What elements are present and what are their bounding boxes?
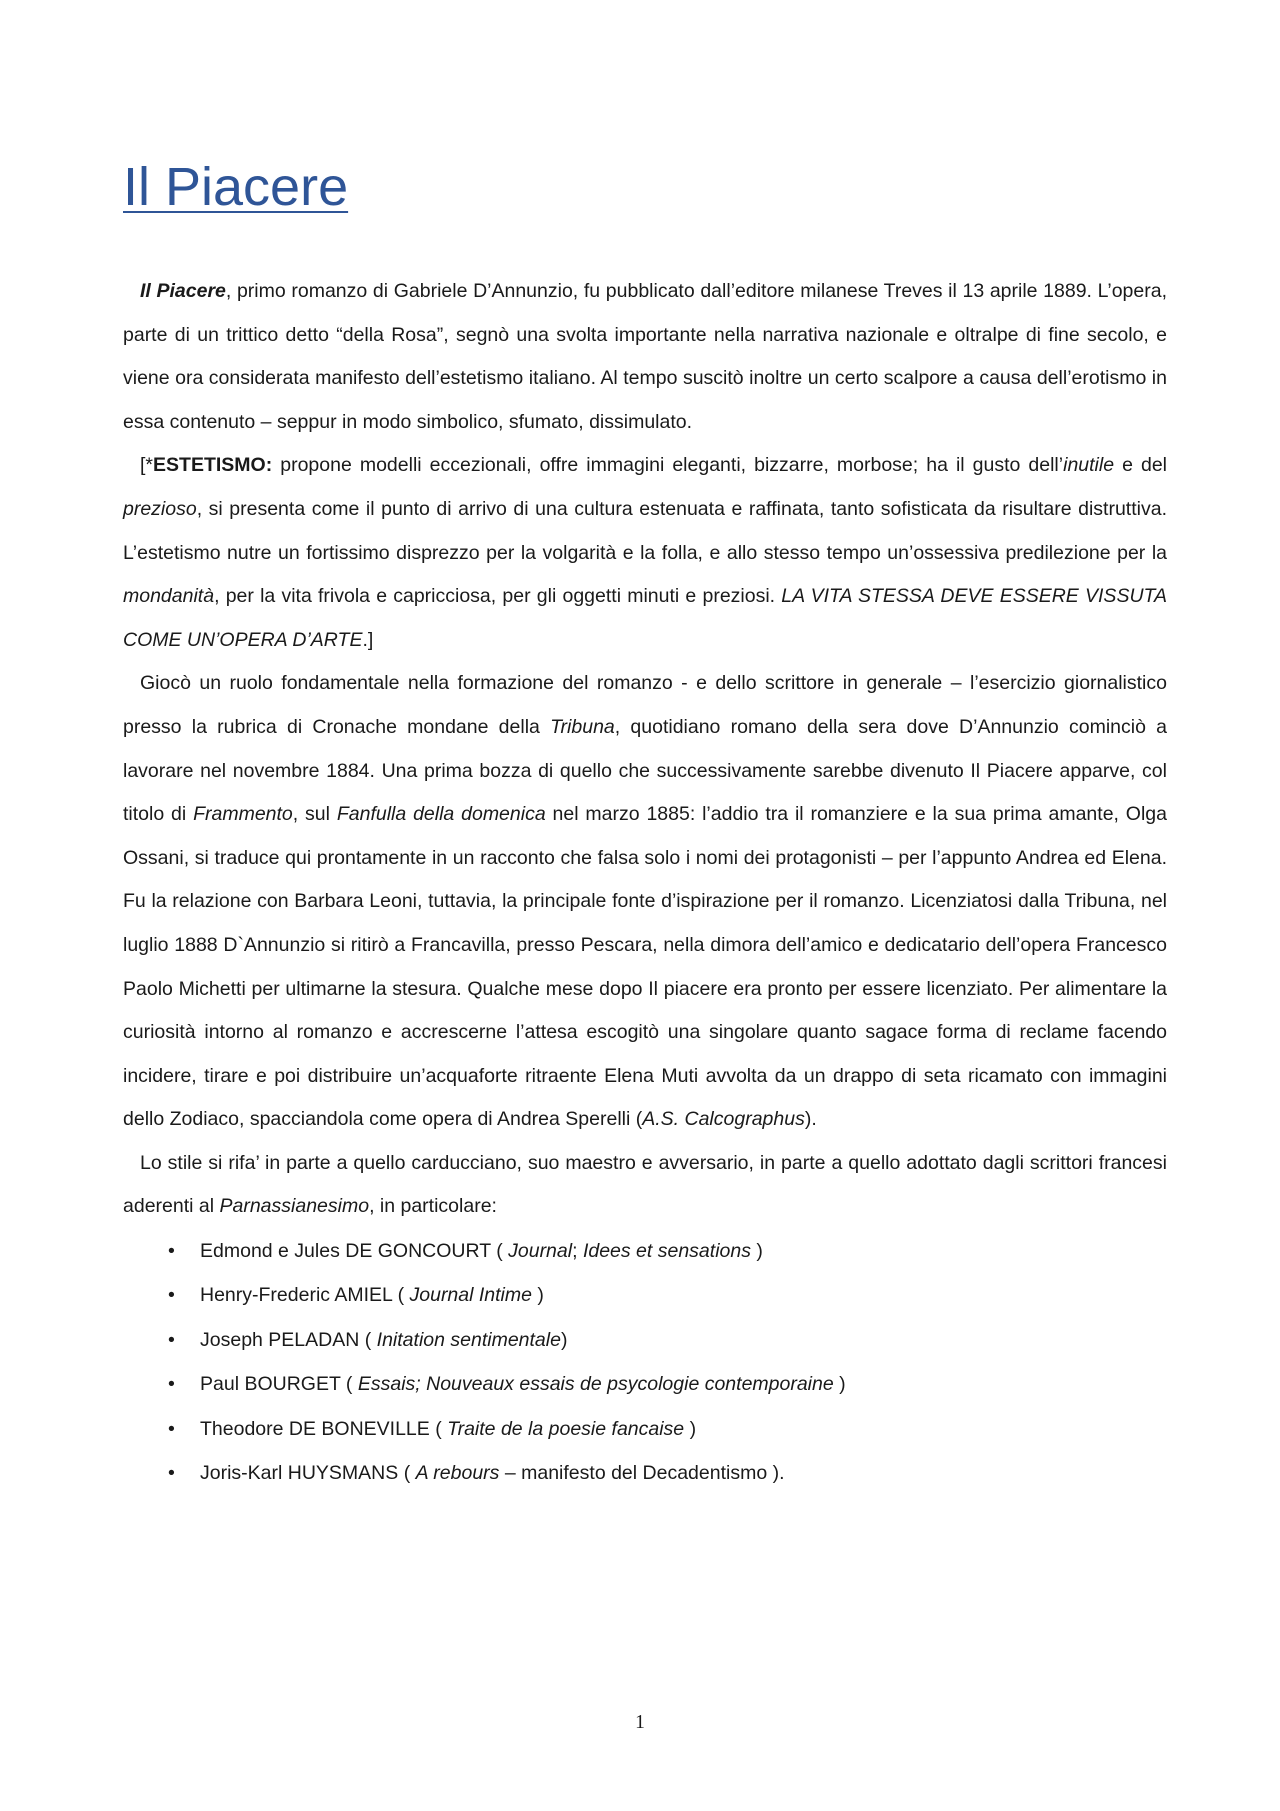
bullet-icon: • bbox=[168, 1462, 175, 1485]
bullet-icon: • bbox=[168, 1328, 175, 1351]
list-item: • Joseph PELADAN ( Initation sentimentale) bbox=[123, 1318, 1167, 1362]
bullet-icon: • bbox=[168, 1417, 175, 1440]
paragraph-style: Lo stile si rifa’ in parte a quello carducciano, suo maestro e avversario, in parte a quello adottato dagli scrittori francesi aderenti al Parnassianesimo, in particolare: bbox=[123, 1151, 1167, 1218]
bullet-icon: • bbox=[168, 1240, 175, 1263]
list-item: • Theodore DE BONEVILLE ( Traite de la poesie fancaise ) bbox=[123, 1407, 1167, 1451]
paragraph-history: Giocò un ruolo fondamentale nella formazione del romanzo - e dello scrittore in generale – l’esercizio giornalistico presso la rubrica di Cronache mondane della Tribuna, quotidiano romano della sera dove D’Annunzio cominciò a lavorare nel novembre 1884. Una prima bozza di quello che successivamente sarebbe divenuto Il Piacere apparve, col titolo di Frammento, sul Fanfulla della domenica nel marzo 1885: l’addio tra il romanziere e la sua prima amante, Olga Ossani, si traduce qui prontamente in un racconto che falsa solo i nomi dei protagonisti – per l’appunto Andrea ed Elena. Fu la relazione con Barbara Leoni, tuttavia, la principale fonte d’ispirazione per il romanzo. Licenziatosi dalla Tribuna, nel luglio 1888 D`Annunzio si ritirò a Francavilla, presso Pescara, nella dimora dell’amico e dedicatario dell’opera Francesco Paolo Michetti per ultimarne la stesura. Qualche mese dopo Il piacere era pronto per essere licenziato. Per alimentare la curiosità intorno al romanzo e accrescerne l’attesa escogitò una singolare quanto sagace forma di reclame facendo incidere, tirare e poi distribuire un’acquaforte ritraente Elena Muti avvolta da un drappo di seta ricamato con immagini dello Zodiaco, spacciandola come opera di Andrea Sperelli (A.S. Calcographus). bbox=[123, 672, 1167, 1131]
influences-list bbox=[123, 1229, 1167, 1495]
page-title: Il Piacere bbox=[123, 157, 349, 217]
list-item: • Henry-Frederic AMIEL ( Journal Intime ) bbox=[123, 1273, 1167, 1317]
bullet-icon: • bbox=[168, 1373, 175, 1396]
paragraph-intro: Il Piacere, primo romanzo di Gabriele D’Annunzio, fu pubblicato dall’editore milanese Treves il 13 aprile 1889. L’opera, parte di un trittico detto “della Rosa”, segnò una svolta importante nella narrativa nazionale e oltralpe di fine secolo, e viene ora considerata manifesto dell’estetismo italiano. Al tempo suscitò inoltre un certo scalpore a causa dell’erotismo in essa contenuto – seppur in modo simbolico, sfumato, dissimulato. bbox=[123, 280, 1168, 433]
list-item: • Joris-Karl HUYSMANS ( A rebours – manifesto del Decadentismo ). bbox=[123, 1451, 1167, 1495]
document-body bbox=[123, 270, 1167, 1496]
list-item: • Paul BOURGET ( Essais; Nouveaux essais de psycologie contemporaine ) bbox=[123, 1362, 1167, 1406]
list-item: • Edmond e Jules DE GONCOURT ( Journal; Idees et sensations ) bbox=[123, 1229, 1167, 1273]
page-number: 1 bbox=[635, 1712, 645, 1733]
bullet-icon: • bbox=[168, 1284, 175, 1307]
paragraph-estetismo: [*ESTETISMO: propone modelli eccezionali, offre immagini eleganti, bizzarre, morbose; ha il gusto dell’inutile e del prezioso, si presenta come il punto di arrivo di una cultura estenuata e raffinata, tanto sofisticata da risultare distruttiva. L’estetismo nutre un fortissimo disprezzo per la volgarità e la folla, e allo stesso tempo un’ossessiva predilezione per la mondanità, per la vita frivola e capricciosa, per gli oggetti minuti e preziosi. LA VITA STESSA DEVE ESSERE VISSUTA COME UN’OPERA D’ARTE.] bbox=[123, 454, 1168, 651]
